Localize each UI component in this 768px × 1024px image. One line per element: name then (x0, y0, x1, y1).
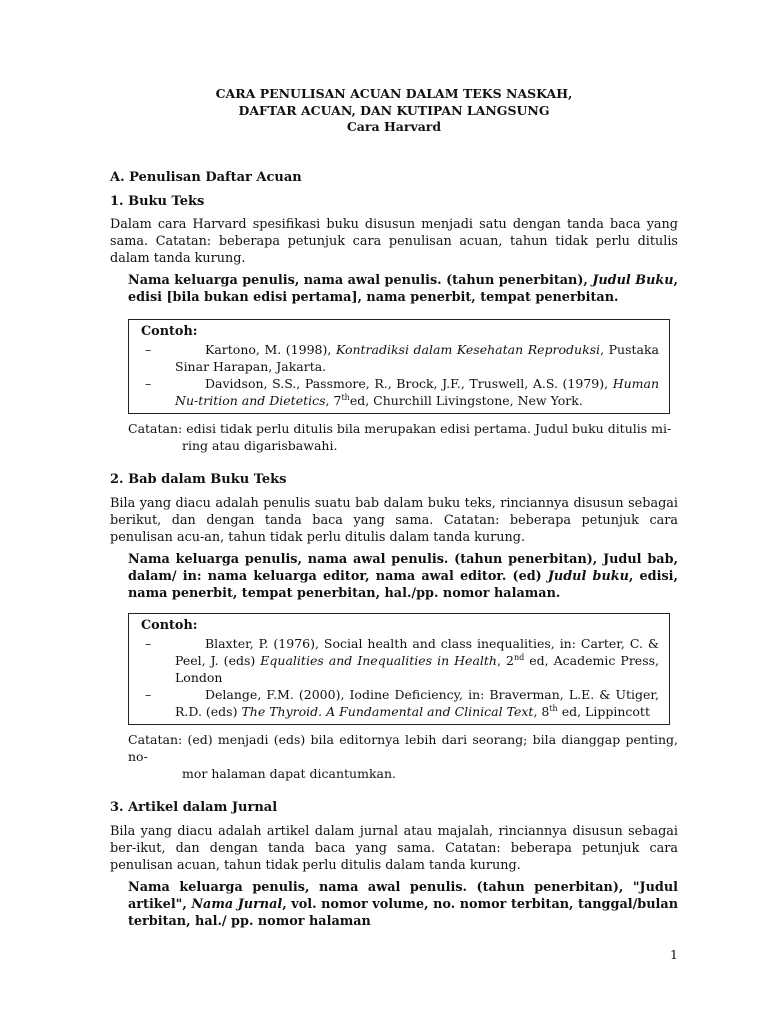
s1-reference-2: – Davidson, S.S., Passmore, R., Brock, J.F., Truswell, A.S. (1979), Human Nu-trition and Dietetics, 7thed, Churchill Livingstone, New York. (145, 375, 659, 408)
title-line-2: DAFTAR ACUAN, DAN KUTIPAN LANGSUNG (238, 102, 550, 118)
s2-example-label: Contoh: (141, 617, 198, 633)
s1-example-label: Contoh: (141, 323, 198, 339)
s1-example-box (128, 319, 670, 414)
document-page (110, 0, 678, 930)
title-line-3: Cara Harvard (346, 119, 442, 134)
bullet-dash: – (145, 375, 152, 391)
section-a-heading: A. Penulisan Daftar Acuan (110, 169, 302, 185)
document-title (110, 86, 678, 136)
s1-paragraph: Dalam cara Harvard spesifikasi buku disusun menjadi satu dengan tanda baca yang sama. Catatan: beberapa petunjuk cara penulisan acuan, tahun tidak perlu ditulis dalam tanda kurung. (110, 216, 678, 266)
s1-format: Nama keluarga penulis, nama awal penulis. (tahun penerbitan), Judul Buku, edisi [bila bukan edisi pertama], nama penerbit, tempat penerbitan. (128, 272, 679, 305)
s1-note: Catatan: edisi tidak perlu ditulis bila merupakan edisi pertama. Judul buku ditulis mi- ring atau digarisbawahi. (128, 420, 672, 453)
s1-heading: 1. Buku Teks (110, 193, 205, 209)
s2-reference-2: – Delange, F.M. (2000), Iodine Deficiency, in: Braverman, L.E. & Utiger, R.D. (eds) The Thyroid. A Fundamental and Clinical Text, 8th ed, Lippincott (145, 686, 659, 719)
s2-paragraph: Bila yang diacu adalah penulis suatu bab dalam buku teks, rinciannya disusun sebagai berikut, dan dengan tanda baca yang sama. Catatan: beberapa petunjuk cara penulisan acu-an, tahun tidak perlu ditulis dalam tanda kurung. (110, 495, 678, 545)
s2-note: Catatan: (ed) menjadi (eds) bila editornya lebih dari seorang; bila dianggap penting, no- mor halaman dapat dicantumkan. (128, 731, 678, 781)
title-line-1: CARA PENULISAN ACUAN DALAM TEKS NASKAH, (215, 86, 573, 101)
s2-reference-1: – Blaxter, P. (1976), Social health and class inequalities, in: Carter, C. & Peel, J. (eds) Equalities and Inequalities in Health, 2nd ed, Academic Press, London (145, 635, 659, 685)
s3-paragraph: Bila yang diacu adalah artikel dalam jurnal atau majalah, rinciannya disusun sebagai ber-ikut, dan dengan tanda baca yang sama. Catatan: beberapa petunjuk cara penulisan acuan, tahun tidak perlu ditulis dalam tanda kurung. (110, 823, 678, 873)
s3-format: Nama keluarga penulis, nama awal penulis. (tahun penerbitan), "Judul artikel", Nama Jurnal, vol. nomor volume, no. nomor terbitan, tanggal/bulan terbitan, hal./ pp. nomor halaman (128, 879, 678, 929)
bullet-dash: – (145, 341, 152, 357)
bullet-dash: – (145, 635, 152, 651)
s1-reference-1: – Kartono, M. (1998), Kontradiksi dalam Kesehatan Reproduksi, Pustaka Sinar Harapan, Jakarta. (145, 341, 659, 374)
bullet-dash: – (145, 686, 152, 702)
s2-format: Nama keluarga penulis, nama awal penulis. (tahun penerbitan), Judul bab, dalam/ in: nama keluarga editor, nama awal editor. (ed) Judul buku, edisi, nama penerbit, tempat penerbitan, hal./pp. nomor halaman. (128, 551, 678, 601)
s2-example-box (128, 613, 670, 725)
s3-heading: 3. Artikel dalam Jurnal (110, 799, 278, 815)
page-number: 1 (670, 947, 678, 962)
s2-heading: 2. Bab dalam Buku Teks (110, 471, 287, 487)
